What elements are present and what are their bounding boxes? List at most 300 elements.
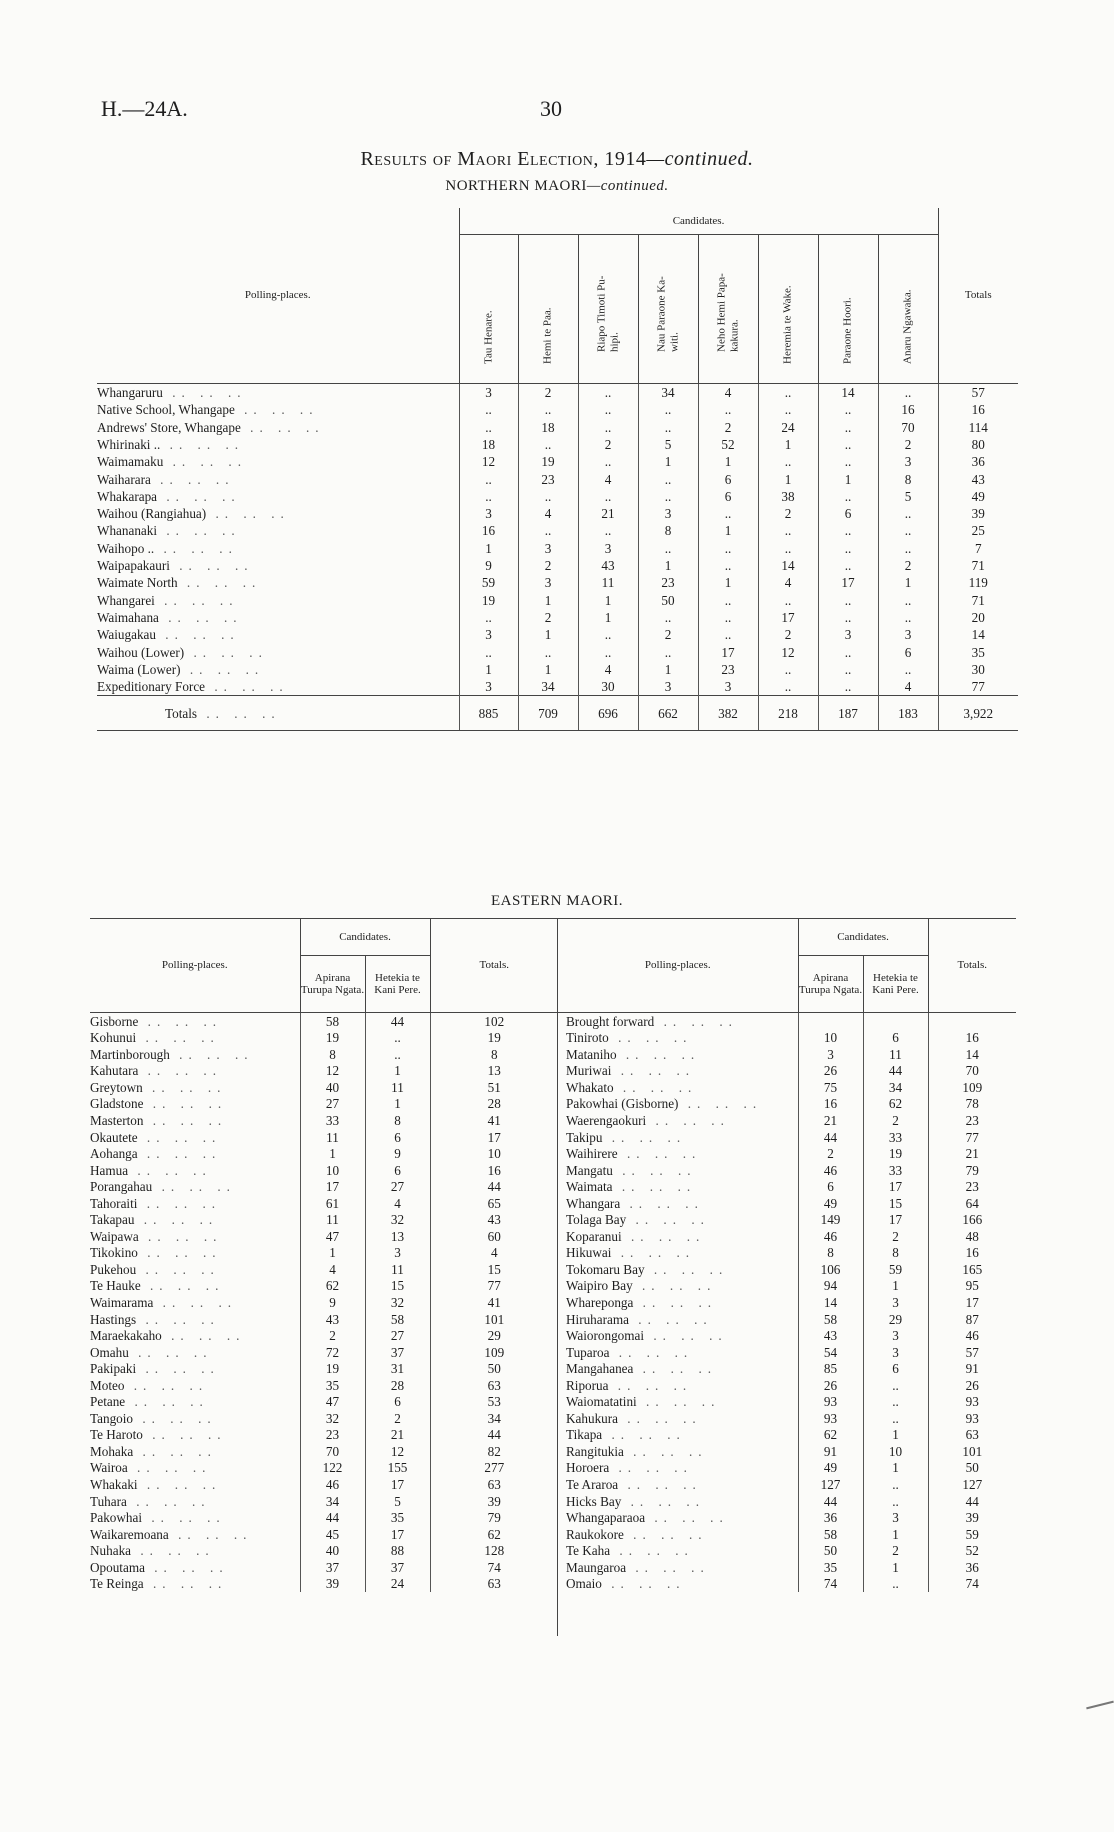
- vote-count-pere: 3: [863, 1509, 928, 1526]
- vote-count-ngata: 17: [300, 1178, 365, 1195]
- table-row: [558, 1112, 1016, 1129]
- row-total: 20: [938, 609, 1018, 626]
- leader-dots: .. .. ..: [142, 1427, 227, 1443]
- vote-count-pere: 10: [863, 1443, 928, 1460]
- polling-place: [90, 1493, 300, 1510]
- polling-place-name: Te Reinga: [90, 1576, 144, 1592]
- vote-count: ..: [758, 453, 818, 470]
- row-total: 102: [430, 1013, 558, 1030]
- row-total: 70: [928, 1063, 1016, 1080]
- leader-dots: .. .. ..: [126, 1493, 211, 1509]
- polling-places-header: Polling-places.: [97, 208, 459, 384]
- vote-count-ngata: 21: [798, 1112, 863, 1129]
- leader-dots: .. .. ..: [127, 1460, 212, 1476]
- table-row: [558, 1460, 1016, 1477]
- vote-count: 3: [518, 574, 578, 591]
- polling-place-name: Whangaparaoa: [566, 1510, 646, 1526]
- polling-place: [558, 1178, 798, 1195]
- polling-place-name: Pakipaki: [90, 1361, 137, 1377]
- vote-count: ..: [459, 401, 518, 418]
- vote-count: 3: [578, 540, 638, 557]
- vote-count-ngata: 10: [798, 1030, 863, 1047]
- vote-count: ..: [758, 522, 818, 539]
- vote-count-ngata: 3: [798, 1046, 863, 1063]
- vote-count: ..: [818, 419, 878, 436]
- leader-dots: .. .. ..: [180, 661, 265, 677]
- row-total: 34: [430, 1410, 558, 1427]
- polling-place-name: Whananaki: [97, 523, 158, 539]
- vote-count: 3: [459, 384, 518, 402]
- polling-place-name: Waerengaokuri: [566, 1112, 647, 1128]
- polling-place: [558, 1195, 798, 1212]
- table-row: [558, 1526, 1016, 1543]
- row-total: 46: [928, 1327, 1016, 1344]
- leader-dots: .. .. ..: [197, 705, 281, 721]
- table-row: [97, 557, 1018, 574]
- vote-count-pere: 21: [365, 1427, 430, 1444]
- row-total: 14: [928, 1046, 1016, 1063]
- leader-dots: .. .. ..: [616, 1046, 701, 1062]
- leader-dots: .. .. ..: [632, 1278, 717, 1294]
- polling-place: [558, 1509, 798, 1526]
- vote-total: 382: [698, 696, 758, 731]
- vote-count: 6: [698, 470, 758, 487]
- polling-place-name: Whakato: [566, 1079, 614, 1095]
- vote-count: 12: [758, 643, 818, 660]
- polling-place: [90, 1129, 300, 1146]
- candidate-name: Nau Paraone Ka- witi.: [655, 275, 680, 352]
- vote-count-pere: 6: [863, 1360, 928, 1377]
- row-total: 87: [928, 1311, 1016, 1328]
- polling-place-name: Tikapa: [566, 1427, 603, 1443]
- vote-count-pere: 27: [365, 1327, 430, 1344]
- vote-count: 5: [638, 436, 698, 453]
- vote-count: 3: [638, 678, 698, 696]
- table-row: [97, 540, 1018, 557]
- leader-dots: .. .. ..: [161, 1328, 246, 1344]
- row-total: 128: [430, 1543, 558, 1560]
- table-row: [558, 1212, 1016, 1229]
- leader-dots: .. .. ..: [158, 609, 243, 625]
- polling-place: [558, 1476, 798, 1493]
- polling-place-name: Tiniroto: [566, 1030, 609, 1046]
- row-total: 14: [938, 626, 1018, 643]
- row-total: 29: [430, 1327, 558, 1344]
- candidate-header: [818, 235, 878, 384]
- vote-count: ..: [638, 488, 698, 505]
- vote-total: 885: [459, 696, 518, 731]
- leader-dots: .. .. ..: [613, 1079, 698, 1095]
- row-total: 41: [430, 1294, 558, 1311]
- leader-dots: .. .. ..: [138, 1228, 223, 1244]
- polling-place-name: Whirinaki ..: [97, 436, 161, 452]
- polling-place: [97, 678, 459, 696]
- grand-total: 3,922: [938, 696, 1018, 731]
- table-row: [97, 626, 1018, 643]
- vote-count-ngata: 70: [300, 1443, 365, 1460]
- table-row: [90, 1526, 558, 1543]
- polling-place-name: Gisborne: [90, 1013, 139, 1029]
- vote-count: ..: [578, 488, 638, 505]
- row-total: 50: [928, 1460, 1016, 1477]
- vote-count: ..: [818, 436, 878, 453]
- polling-place: [90, 1311, 300, 1328]
- vote-count: ..: [818, 609, 878, 626]
- polling-place-name: Te Kaha: [566, 1543, 611, 1559]
- vote-count: ..: [518, 436, 578, 453]
- row-total: 43: [430, 1212, 558, 1229]
- vote-count-ngata: 40: [300, 1543, 365, 1560]
- polling-place: [558, 1046, 798, 1063]
- polling-place-name: Waimarama: [90, 1294, 154, 1310]
- vote-count-pere: 1: [365, 1096, 430, 1113]
- vote-count-ngata: 27: [300, 1096, 365, 1113]
- row-total: 25: [938, 522, 1018, 539]
- polling-place: [558, 1427, 798, 1444]
- vote-count: ..: [878, 522, 938, 539]
- vote-count: 5: [878, 488, 938, 505]
- row-total: 13: [430, 1063, 558, 1080]
- vote-count: ..: [638, 643, 698, 660]
- polling-place-name: Waiharara: [97, 471, 151, 487]
- table-row: [97, 592, 1018, 609]
- table-row: [558, 1576, 1016, 1593]
- row-total: 44: [430, 1427, 558, 1444]
- vote-count-pere: 62: [863, 1096, 928, 1113]
- row-total: 4: [430, 1245, 558, 1262]
- vote-count: ..: [818, 643, 878, 660]
- leader-dots: .. .. ..: [636, 1394, 721, 1410]
- vote-count: 52: [698, 436, 758, 453]
- polling-place: [90, 1576, 300, 1593]
- row-total: 91: [928, 1360, 1016, 1377]
- candidates-header: Candidates.: [798, 919, 928, 956]
- polling-place: [558, 1526, 798, 1543]
- vote-count-ngata: 8: [798, 1245, 863, 1262]
- polling-place-name: Whangaruru: [97, 385, 163, 401]
- leader-dots: .. .. ..: [138, 1063, 222, 1079]
- vote-count-pere: 11: [863, 1046, 928, 1063]
- polling-place-name: Opoutama: [90, 1559, 145, 1575]
- row-total: 36: [938, 453, 1018, 470]
- vote-count-pere: 32: [365, 1212, 430, 1229]
- polling-place-name: Waimata: [566, 1179, 613, 1195]
- vote-count-pere: 6: [365, 1129, 430, 1146]
- row-total: 36: [928, 1559, 1016, 1576]
- vote-count: 1: [698, 574, 758, 591]
- vote-count-ngata: 34: [300, 1493, 365, 1510]
- polling-place: [97, 419, 459, 436]
- vote-count-ngata: 6: [798, 1178, 863, 1195]
- vote-count-ngata: 11: [300, 1129, 365, 1146]
- leader-dots: .. .. ..: [654, 1013, 738, 1029]
- vote-count: ..: [818, 453, 878, 470]
- vote-count: 6: [818, 505, 878, 522]
- vote-count: ..: [459, 470, 518, 487]
- polling-place-name: Waihirere: [566, 1146, 618, 1162]
- vote-count: ..: [758, 678, 818, 696]
- table-row: [90, 1410, 558, 1427]
- table-row: [90, 1559, 558, 1576]
- vote-count-ngata: 62: [798, 1427, 863, 1444]
- vote-count-ngata: 62: [300, 1278, 365, 1295]
- leader-dots: .. .. ..: [154, 540, 238, 556]
- table-row: [558, 1228, 1016, 1245]
- vote-count: 6: [878, 643, 938, 660]
- vote-count-ngata: 49: [798, 1460, 863, 1477]
- row-total: 101: [430, 1311, 558, 1328]
- table-row: [90, 1278, 558, 1295]
- polling-place-name: Hikuwai: [566, 1245, 612, 1261]
- row-total: 101: [928, 1443, 1016, 1460]
- polling-place: [90, 1145, 300, 1162]
- polling-place: [558, 1377, 798, 1394]
- page-title-suffix: —continued.: [646, 148, 754, 170]
- polling-place: [90, 1327, 300, 1344]
- table-row: [558, 1278, 1016, 1295]
- vote-count: ..: [518, 488, 578, 505]
- leader-dots: .. .. ..: [131, 1543, 215, 1559]
- leader-dots: .. .. ..: [144, 1559, 229, 1575]
- vote-count: 1: [459, 661, 518, 678]
- vote-count-ngata: 43: [300, 1311, 365, 1328]
- polling-place-name: Kohunui: [90, 1030, 137, 1046]
- leader-dots: .. .. ..: [621, 1493, 705, 1509]
- polling-place-name: Koparanui: [566, 1228, 622, 1244]
- row-total: 65: [430, 1195, 558, 1212]
- leader-dots: .. .. ..: [168, 1526, 253, 1542]
- row-total: [928, 1013, 1016, 1030]
- eastern-maori-table-right: [558, 918, 1016, 1592]
- vote-count-pere: 17: [863, 1178, 928, 1195]
- vote-count-pere: ..: [863, 1394, 928, 1411]
- polling-place-name: Whareponga: [566, 1294, 634, 1310]
- polling-place-name: Riporua: [566, 1377, 609, 1393]
- vote-count-pere: 2: [365, 1410, 430, 1427]
- vote-count-pere: 33: [863, 1129, 928, 1146]
- vote-count: 34: [638, 384, 698, 402]
- vote-count-ngata: 58: [300, 1013, 365, 1030]
- vote-count: ..: [698, 626, 758, 643]
- candidate-header-pere: Hetekia te Kani Pere.: [365, 956, 430, 1013]
- vote-count-pere: 19: [863, 1145, 928, 1162]
- table-row: [90, 1245, 558, 1262]
- table-row: [558, 1360, 1016, 1377]
- polling-place-name: Nuhaka: [90, 1543, 132, 1559]
- row-total: 114: [938, 419, 1018, 436]
- polling-place-name: Greytown: [90, 1079, 143, 1095]
- polling-place: [97, 661, 459, 678]
- candidate-header: [758, 235, 818, 384]
- polling-place: [558, 1096, 798, 1113]
- row-total: 63: [430, 1476, 558, 1493]
- table-row: [558, 1509, 1016, 1526]
- vote-count-pere: 37: [365, 1559, 430, 1576]
- vote-count: 1: [698, 522, 758, 539]
- table-row: [558, 1129, 1016, 1146]
- polling-place-name: Whakarapa: [97, 488, 158, 504]
- table-row: [90, 1112, 558, 1129]
- polling-place-name: Waiomatatini: [566, 1394, 637, 1410]
- vote-count: 43: [578, 557, 638, 574]
- vote-count: 17: [758, 609, 818, 626]
- northern-maori-table: [97, 208, 1018, 731]
- leader-dots: .. .. ..: [184, 644, 268, 660]
- vote-count: ..: [638, 401, 698, 418]
- vote-count-ngata: 75: [798, 1079, 863, 1096]
- leader-dots: .. .. ..: [611, 1063, 696, 1079]
- polling-place-name: Whangarei: [97, 592, 155, 608]
- polling-place-name: Waihopo ..: [97, 540, 155, 556]
- row-total: 49: [938, 488, 1018, 505]
- vote-count: 18: [459, 436, 518, 453]
- polling-place: [97, 505, 459, 522]
- vote-count: 3: [818, 626, 878, 643]
- vote-count: 1: [878, 574, 938, 591]
- row-total: 10: [430, 1145, 558, 1162]
- table-row: [558, 1410, 1016, 1427]
- row-total: 26: [928, 1377, 1016, 1394]
- vote-count: 4: [758, 574, 818, 591]
- vote-count: ..: [459, 609, 518, 626]
- polling-place-name: Waimate North: [97, 575, 178, 591]
- table-row: [558, 1443, 1016, 1460]
- vote-count: 3: [459, 626, 518, 643]
- leader-dots: .. .. ..: [136, 1361, 220, 1377]
- table-row: [90, 1030, 558, 1047]
- vote-count: 1: [818, 470, 878, 487]
- vote-count: ..: [459, 488, 518, 505]
- row-total: 63: [430, 1377, 558, 1394]
- row-total: 79: [430, 1509, 558, 1526]
- polling-place-name: Wairoa: [90, 1460, 128, 1476]
- leader-dots: .. .. ..: [128, 1344, 213, 1360]
- vote-count-ngata: 2: [300, 1327, 365, 1344]
- leader-dots: .. .. ..: [602, 1129, 687, 1145]
- vote-count: ..: [818, 661, 878, 678]
- table-row: [90, 1327, 558, 1344]
- vote-count-ngata: 45: [300, 1526, 365, 1543]
- polling-place: [90, 1294, 300, 1311]
- vote-count: ..: [878, 384, 938, 402]
- vote-count-pere: 1: [863, 1278, 928, 1295]
- vote-count: 2: [518, 384, 578, 402]
- vote-count: ..: [578, 626, 638, 643]
- polling-place-name: Tuhara: [90, 1493, 127, 1509]
- leader-dots: .. .. ..: [143, 1576, 228, 1592]
- leader-dots: .. .. ..: [133, 1443, 217, 1459]
- row-total: 39: [430, 1493, 558, 1510]
- row-total: 7: [938, 540, 1018, 557]
- table-row: [90, 1079, 558, 1096]
- candidate-header: [878, 235, 938, 384]
- polling-place: [97, 436, 459, 453]
- polling-place: [97, 384, 459, 402]
- vote-count: 3: [459, 505, 518, 522]
- vote-count-pere: 5: [365, 1493, 430, 1510]
- row-total: 28: [430, 1096, 558, 1113]
- vote-count: 1: [518, 592, 578, 609]
- polling-place: [558, 1394, 798, 1411]
- vote-count-pere: 17: [863, 1212, 928, 1229]
- vote-count-pere: 37: [365, 1344, 430, 1361]
- table-row: [558, 1046, 1016, 1063]
- vote-count: ..: [638, 609, 698, 626]
- leader-dots: .. .. ..: [128, 1162, 212, 1178]
- vote-count-ngata: 26: [798, 1063, 863, 1080]
- polling-place-name: Expeditionary Force: [97, 679, 206, 695]
- vote-count: 14: [758, 557, 818, 574]
- vote-count-pere: 1: [863, 1427, 928, 1444]
- row-total: 109: [928, 1079, 1016, 1096]
- vote-count-pere: 3: [863, 1294, 928, 1311]
- vote-count-ngata: [798, 1013, 863, 1030]
- table-row: [90, 1129, 558, 1146]
- leader-dots: .. .. ..: [633, 1361, 718, 1377]
- vote-count-pere: 33: [863, 1162, 928, 1179]
- vote-count: 1: [638, 557, 698, 574]
- polling-place: [90, 1245, 300, 1262]
- vote-count-pere: 1: [863, 1526, 928, 1543]
- vote-count-pere: ..: [365, 1030, 430, 1047]
- polling-place: [97, 522, 459, 539]
- table-row: [558, 1559, 1016, 1576]
- vote-count: ..: [578, 643, 638, 660]
- row-total: 53: [430, 1394, 558, 1411]
- vote-count: 2: [578, 436, 638, 453]
- polling-place-name: Pakowhai: [90, 1510, 143, 1526]
- vote-count-ngata: 85: [798, 1360, 863, 1377]
- leader-dots: .. .. ..: [143, 1096, 228, 1112]
- polling-place-name: Waima (Lower): [97, 661, 181, 677]
- vote-count: ..: [878, 661, 938, 678]
- candidates-header: Candidates.: [300, 919, 430, 956]
- polling-place: [558, 1030, 798, 1047]
- vote-count-pere: 11: [365, 1079, 430, 1096]
- vote-count: ..: [638, 540, 698, 557]
- vote-count: ..: [459, 419, 518, 436]
- polling-place: [90, 1178, 300, 1195]
- vote-count: 3: [878, 453, 938, 470]
- polling-place-name: Takapau: [90, 1212, 135, 1228]
- leader-dots: .. .. ..: [142, 1510, 226, 1526]
- polling-place: [90, 1013, 300, 1030]
- vote-count-ngata: 37: [300, 1559, 365, 1576]
- leader-dots: .. .. ..: [601, 1576, 686, 1592]
- vote-count: ..: [698, 505, 758, 522]
- table-row: [558, 1394, 1016, 1411]
- table-row: [97, 522, 1018, 539]
- polling-place: [558, 1228, 798, 1245]
- vote-count-ngata: 4: [300, 1261, 365, 1278]
- leader-dots: .. .. ..: [136, 1261, 220, 1277]
- vote-count: ..: [578, 419, 638, 436]
- polling-place: [90, 1543, 300, 1560]
- polling-place: [558, 1410, 798, 1427]
- vote-count: ..: [698, 540, 758, 557]
- row-total: 15: [430, 1261, 558, 1278]
- polling-place-name: Tokomaru Bay: [566, 1261, 645, 1277]
- polling-place-name: Muriwai: [566, 1063, 612, 1079]
- vote-count: 38: [758, 488, 818, 505]
- table-row: [90, 1212, 558, 1229]
- vote-count: 11: [578, 574, 638, 591]
- page-number: 30: [540, 96, 562, 121]
- vote-count-ngata: 16: [798, 1096, 863, 1113]
- polling-place-name: Horoera: [566, 1460, 610, 1476]
- vote-count: ..: [578, 401, 638, 418]
- table-row: [90, 1311, 558, 1328]
